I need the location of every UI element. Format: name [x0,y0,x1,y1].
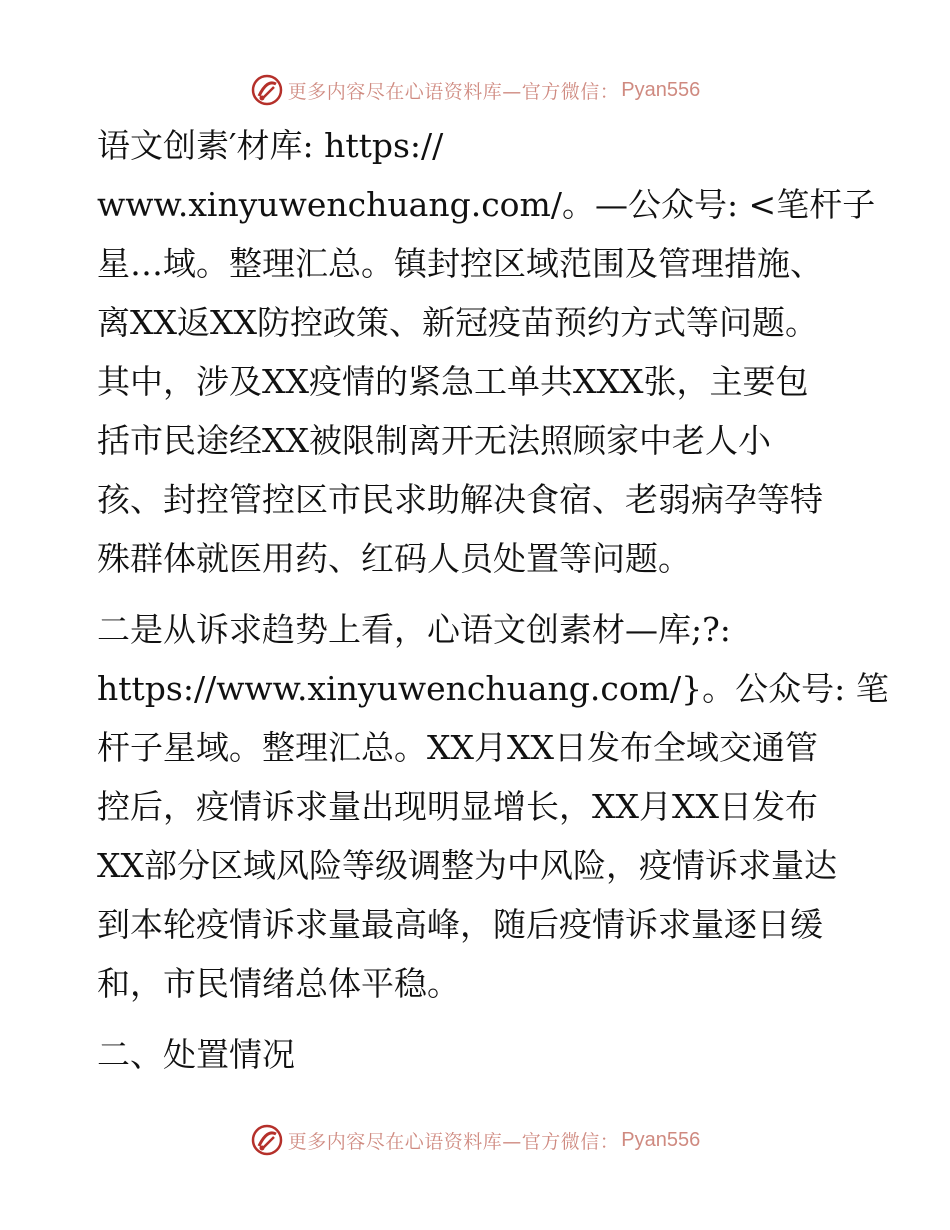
text-line: 杆子星域。整理汇总。XX月XX日发布全域交通管 [97,728,818,767]
watermark-logo-icon [250,73,284,107]
watermark-text: 更多内容尽在心语资料库—官方微信： [287,1130,620,1153]
text-line: 其中，涉及XX疫情的紧急工单共XXX张，主要包 [97,362,809,401]
watermark-wechat-id: Pyan556 [621,78,701,101]
text-line: 括市民途经XX被限制离开无法照顾家中老人小 [97,421,771,460]
text-line: www.xinyuwenchuang.com/。—公众号: <笔杆子 [97,185,876,224]
text-line: 离XX返XX防控政策、新冠疫苗预约方式等问题。 [97,303,818,342]
text-line: 到本轮疫情诉求量最高峰，随后疫情诉求量逐日缓 [97,905,823,944]
watermark-text: 更多内容尽在心语资料库—官方微信： [287,80,620,103]
text-line: 和，市民情绪总体平稳。 [97,964,460,1003]
text-line: 星…域。整理汇总。镇封控区域范围及管理措施、 [97,244,823,283]
watermark-banner-bottom [0,1120,950,1160]
text-line: XX部分区域风险等级调整为中风险，疫情诉求量达 [97,846,837,885]
text-line: 语文创素′材库: https:// [97,126,444,165]
text-line: 二是从诉求趋势上看，心语文创素材—库;?: [97,610,731,649]
text-line: 控后，疫情诉求量出现明显增长，XX月XX日发布 [97,787,818,826]
watermark-banner-top [0,70,950,110]
text-line: 殊群体就医用药、红码人员处置等问题。 [97,539,691,578]
watermark-wechat-id: Pyan556 [621,1128,701,1151]
watermark-logo-icon [250,1123,284,1157]
text-line: 孩、封控管控区市民求助解决食宿、老弱病孕等特 [97,480,823,519]
section-heading: 二、处置情况 [97,1035,295,1074]
text-line: https://www.xinyuwenchuang.com/}。公众号: 笔 [97,669,889,708]
